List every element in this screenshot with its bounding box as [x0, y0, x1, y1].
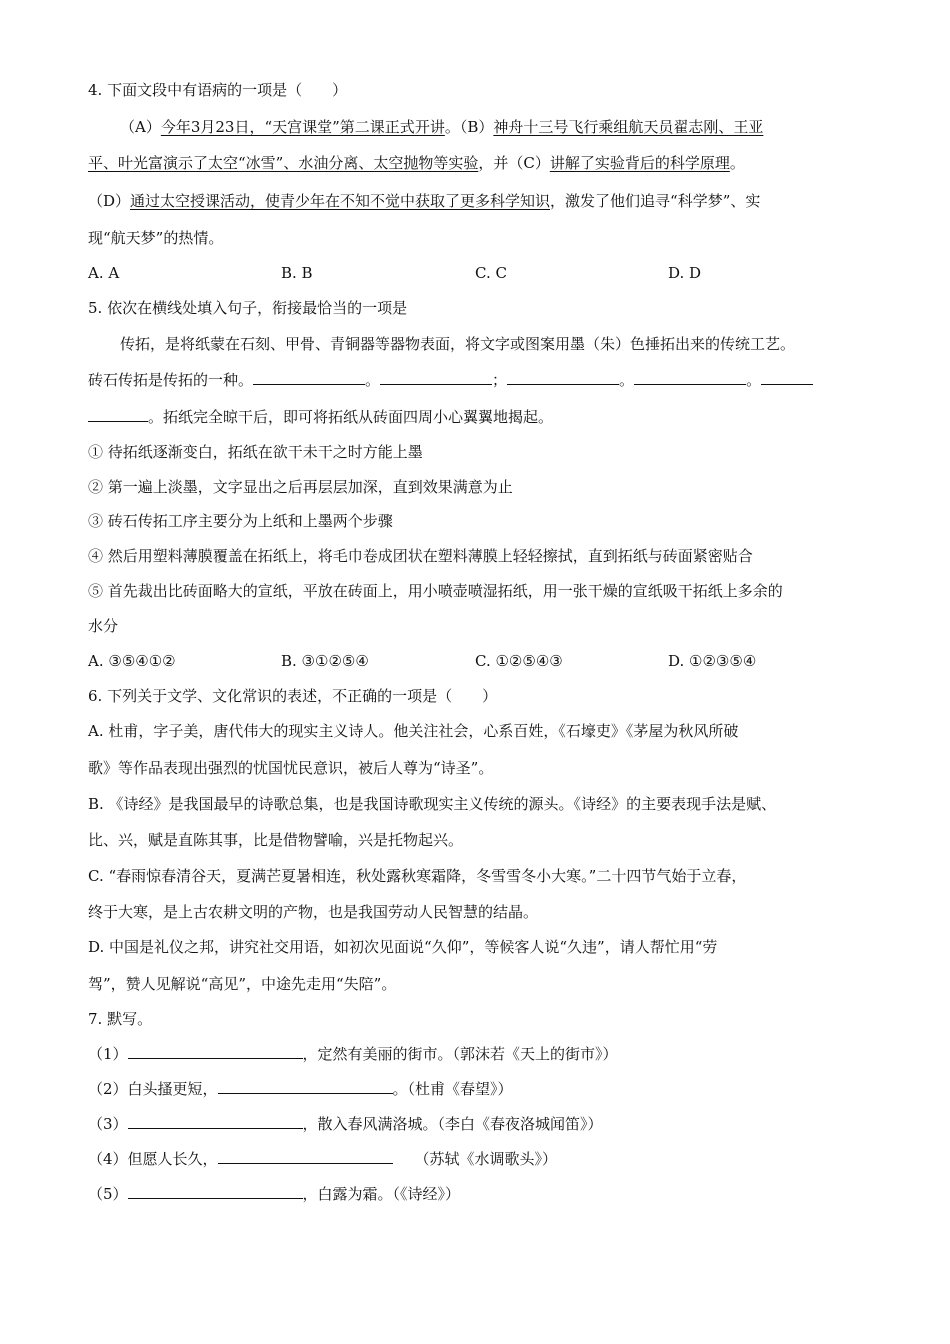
q5-blank-5a[interactable] [761, 370, 813, 385]
q5-sentence-3: ③ 砖石传拓工序主要分为上纸和上墨两个步骤 [88, 512, 393, 530]
q5-sep-3: 。 [619, 371, 635, 389]
q5-option-a: A. ③⑤④①② [88, 652, 176, 670]
q6-stem: 6. 下列关于文学、文化常识的表述，不正确的一项是（ ） [88, 687, 498, 705]
q6-option-d-cont: 驾”，赞人见解说“高见”，中途先走用“失陪”。 [88, 975, 397, 993]
q4-a-mark: （A） [120, 118, 161, 136]
q6-option-c: C. “春雨惊春清谷天，夏满芒夏暑相连，秋处露秋寒霜降，冬雪雪冬小大寒。”二十四节气始于立春， [88, 867, 747, 885]
q6-option-d: D. 中国是礼仪之邦，讲究社交用语，如初次见面说“久仰”，等候客人说“久违”，请人帮忙用“劳 [88, 938, 718, 956]
q4-line-2-end: 。 [729, 154, 745, 172]
q5-blank-3[interactable] [507, 370, 619, 385]
q4-option-b: B. B [281, 264, 313, 282]
q7-item-3 [88, 1114, 603, 1134]
q4-b-mark: 。（B） [444, 118, 494, 136]
q5-paragraph-2 [88, 370, 813, 390]
q4-d-mark: （D） [88, 192, 131, 210]
q7-blank-2[interactable] [218, 1079, 393, 1094]
q4-line-2 [88, 153, 745, 173]
q7-item-3-text: ，散入春风满洛城。（李白《春夜洛城闻笛》） [302, 1115, 603, 1133]
q7-item-3-num: （3） [88, 1115, 128, 1133]
q7-item-4-lead: （4）但愿人长久， [88, 1150, 218, 1168]
q5-option-b: B. ③①②⑤④ [281, 652, 369, 670]
q5-blank-1[interactable] [253, 370, 365, 385]
q5-sep-1: 。 [365, 371, 381, 389]
q7-item-2-text: 。（杜甫《春望》） [392, 1080, 513, 1098]
q6-option-a: A. 杜甫，字子美，唐代伟大的现实主义诗人。他关注社会，心系百姓，《石壕吏》《茅屋为秋风所破 [88, 722, 739, 740]
q4-b-text-cont: 平、叶光富演示了太空“冰雪”、水油分离、太空抛物等实验 [88, 154, 479, 172]
q7-item-4-text: （苏轼《水调歌头》） [414, 1150, 558, 1168]
q7-item-4 [88, 1149, 557, 1169]
q4-option-c: C. C [475, 264, 507, 282]
q5-blank-5b[interactable] [88, 407, 148, 422]
q5-p3-text: 。拓纸完全晾干后，即可将拓纸从砖面四周小心翼翼地揭起。 [148, 408, 554, 426]
q6-option-a-cont: 歌》等作品表现出强烈的忧国忧民意识，被后人尊为“诗圣”。 [88, 759, 494, 777]
q4-d-text: 通过太空授课活动，使青少年在不知不觉中获取了更多科学知识 [130, 192, 551, 210]
q7-blank-3[interactable] [128, 1114, 303, 1129]
q5-sentence-4: ④ 然后用塑料薄膜覆盖在拓纸上，将毛巾卷成团状在塑料薄膜上轻轻擦拭，直到拓纸与砖面紧密贴合 [88, 547, 753, 565]
q4-option-d: D. D [668, 264, 702, 282]
q7-item-1-num: （1） [88, 1045, 128, 1063]
q5-sep-4: 。 [746, 371, 762, 389]
q4-stem: 4. 下面文段中有语病的一项是（ ） [88, 81, 348, 99]
q5-paragraph-3 [88, 407, 553, 427]
q4-line-1 [120, 117, 763, 137]
q7-blank-5[interactable] [128, 1184, 303, 1199]
q5-sep-2: ； [492, 371, 508, 389]
q6-option-c-cont: 终于大寒，是上古农耕文明的产物，也是我国劳动人民智慧的结晶。 [88, 903, 539, 921]
q5-option-d: D. ①②③⑤④ [668, 652, 757, 670]
q5-blank-4[interactable] [634, 370, 746, 385]
q7-item-1-text: ，定然有美丽的街市。（郭沫若《天上的街市》） [302, 1045, 618, 1063]
q4-c-text: 讲解了实验背后的科学原理 [549, 154, 730, 172]
q7-item-2 [88, 1079, 513, 1099]
q6-option-b: B. 《诗经》是我国最早的诗歌总集，也是我国诗歌现实主义传统的源头。《诗经》的主要表现手法是赋、 [88, 795, 777, 813]
q5-sentence-2: ② 第一遍上淡墨，文字显出之后再层层加深，直到效果满意为止 [88, 478, 513, 496]
q5-stem: 5. 依次在横线处填入句子，衔接最恰当的一项是 [88, 299, 408, 317]
q7-item-5-num: （5） [88, 1185, 128, 1203]
q7-item-5 [88, 1184, 460, 1204]
q7-item-5-text: ，白露为霜。（《诗经》） [302, 1185, 461, 1203]
q5-paragraph-1: 传拓，是将纸蒙在石刻、甲骨、青铜器等器物表面，将文字或图案用墨（朱）色捶拓出来的传统工艺。 [120, 335, 796, 353]
q7-stem: 7. 默写。 [88, 1010, 153, 1028]
q7-item-1 [88, 1044, 618, 1064]
q6-option-b-cont: 比、兴，赋是直陈其事，比是借物譬喻，兴是托物起兴。 [88, 831, 464, 849]
q5-option-c: C. ①②⑤④③ [475, 652, 563, 670]
q4-line-3 [88, 191, 760, 211]
q5-p2-lead: 砖石传拓是传拓的一种。 [88, 371, 254, 389]
q5-blank-2[interactable] [380, 370, 492, 385]
q7-blank-1[interactable] [128, 1044, 303, 1059]
q4-line-3-rest: ，激发了他们追寻“科学梦”、实 [550, 192, 761, 210]
q7-item-2-lead: （2）白头搔更短， [88, 1080, 218, 1098]
q4-a-text: 今年3月23日，“天宫课堂”第二课正式开讲 [160, 118, 445, 136]
q7-blank-4[interactable] [218, 1149, 393, 1164]
q5-sentence-5-cont: 水分 [88, 617, 119, 635]
q4-c-mark: ，并（C） [478, 154, 550, 172]
q4-b-text: 神舟十三号飞行乘组航天员翟志刚、王亚 [493, 118, 764, 136]
q4-line-4: 现“航天梦”的热情。 [88, 229, 224, 247]
q5-sentence-1: ① 待拓纸逐渐变白，拓纸在欲干未干之时方能上墨 [88, 443, 423, 461]
q4-option-a: A. A [88, 264, 120, 282]
q5-sentence-5: ⑤ 首先裁出比砖面略大的宣纸，平放在砖面上，用小喷壶喷湿拓纸，用一张干燥的宣纸吸干拓纸上多余的 [88, 582, 783, 600]
